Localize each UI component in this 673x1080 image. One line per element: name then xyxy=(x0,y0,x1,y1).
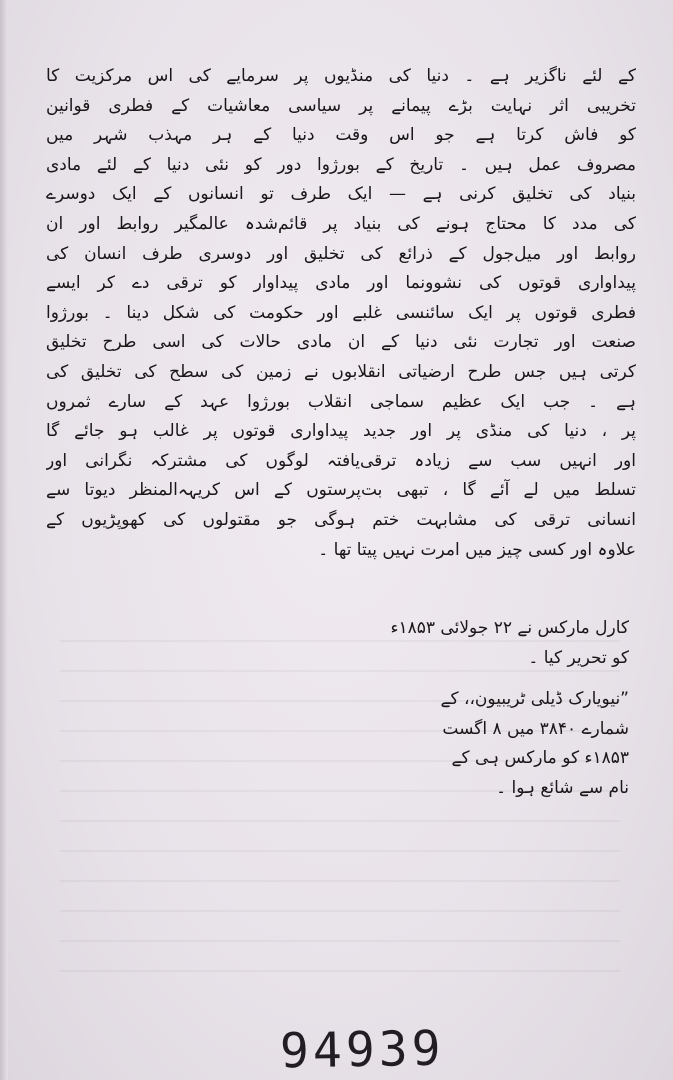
signature-line: کارل مارکس نے ۲۲ جولائی ۱۸۵۳ء xyxy=(390,618,629,638)
page-binding-edge xyxy=(0,0,8,1080)
publication-line: شمارے ۳۸۴۰ میں ۸ اگست xyxy=(442,718,629,739)
body-line: کرتی ہیں جس طرح ارضیاتی انقلابوں نے زمین کی سطح کی تخلیق کی xyxy=(46,361,636,382)
body-line: بنیاد کی تخلیق کرنی ہے — ایک طرف تو انسانوں کے ایک دوسرے xyxy=(46,184,636,205)
signature-line: کو تحریر کیا ۔ xyxy=(528,647,629,668)
handwritten-accession-number: 94939 xyxy=(279,1020,445,1080)
body-line: فطری قوتوں پر ایک سائنسی غلبے اور حکومت کی شکل دینا ۔ بورژوا xyxy=(46,302,636,323)
body-line: تسلط میں لے آئے گا ، تبھی بت‌پرستوں کے اس کریہہ‌المنظر دیوتا سے xyxy=(46,480,636,501)
body-line: اور انہیں سب سے زیادہ ترقی‌یافتہ لوگوں کی مشترکہ نگرانی اور xyxy=(46,450,636,471)
body-line: کے لئے ناگزیر ہے ۔ دنیا کی منڈیوں پر سرمایے کی اس مرکزیت کا xyxy=(46,66,636,86)
body-line: ہے ۔ جب ایک عظیم سماجی انقلاب بورژوا عہد کے سارے ثمروں xyxy=(46,391,636,412)
publication-line: ”نیویارک ڈیلی ٹریبیون،، کے xyxy=(440,689,629,709)
publication-line: ۱۸۵۳ء کو مارکس ہی کے xyxy=(451,748,629,769)
body-line: مصروف عمل ہیں ۔ تاریخ کے بورژوا دور کو نئی دنیا کے لئے مادی xyxy=(46,154,636,175)
author-signature xyxy=(309,614,629,673)
publication-line: نام سے شائع ہوا ۔ xyxy=(496,777,629,798)
body-line: صنعت اور تجارت نئی دنیا کے ان مادی حالات کی اسی طرح تخلیق xyxy=(46,332,636,353)
body-line: کی مدد کا محتاج ہونے کی بنیاد پر قائم‌شدہ عالمگیر روابط اور ان xyxy=(46,213,636,234)
body-line: کو فاش کرتا ہے جو اس وقت دنیا کے ہر مہذب شہر میں xyxy=(46,125,636,146)
body-line: پر ، دنیا کی منڈی پر اور جدید پیداواری قوتوں پر غالب ہو جائے گا xyxy=(46,421,636,442)
body-paragraph xyxy=(46,62,636,565)
body-line: انسانی ترقی کی مشابہت ختم ہوگی جو مقتولوں کی کھوپڑیوں کے xyxy=(46,509,636,530)
body-line: پیداواری قوتوں کی نشوونما اور مادی پیداوار کو ترقی دے کر ایسے xyxy=(46,273,636,294)
body-line: تخریبی اثر نہایت بڑے پیمانے پر سیاسی معاشیات کے فطری قوانین xyxy=(46,95,636,116)
publication-note xyxy=(349,685,629,803)
body-line-last: علاوہ اور کسی چیز میں امرت نہیں پیتا تھا ۔ xyxy=(318,539,636,560)
body-line: روابط اور میل‌جول کے ذرائع کی تخلیق اور دوسری طرف انسان کی xyxy=(46,243,636,264)
